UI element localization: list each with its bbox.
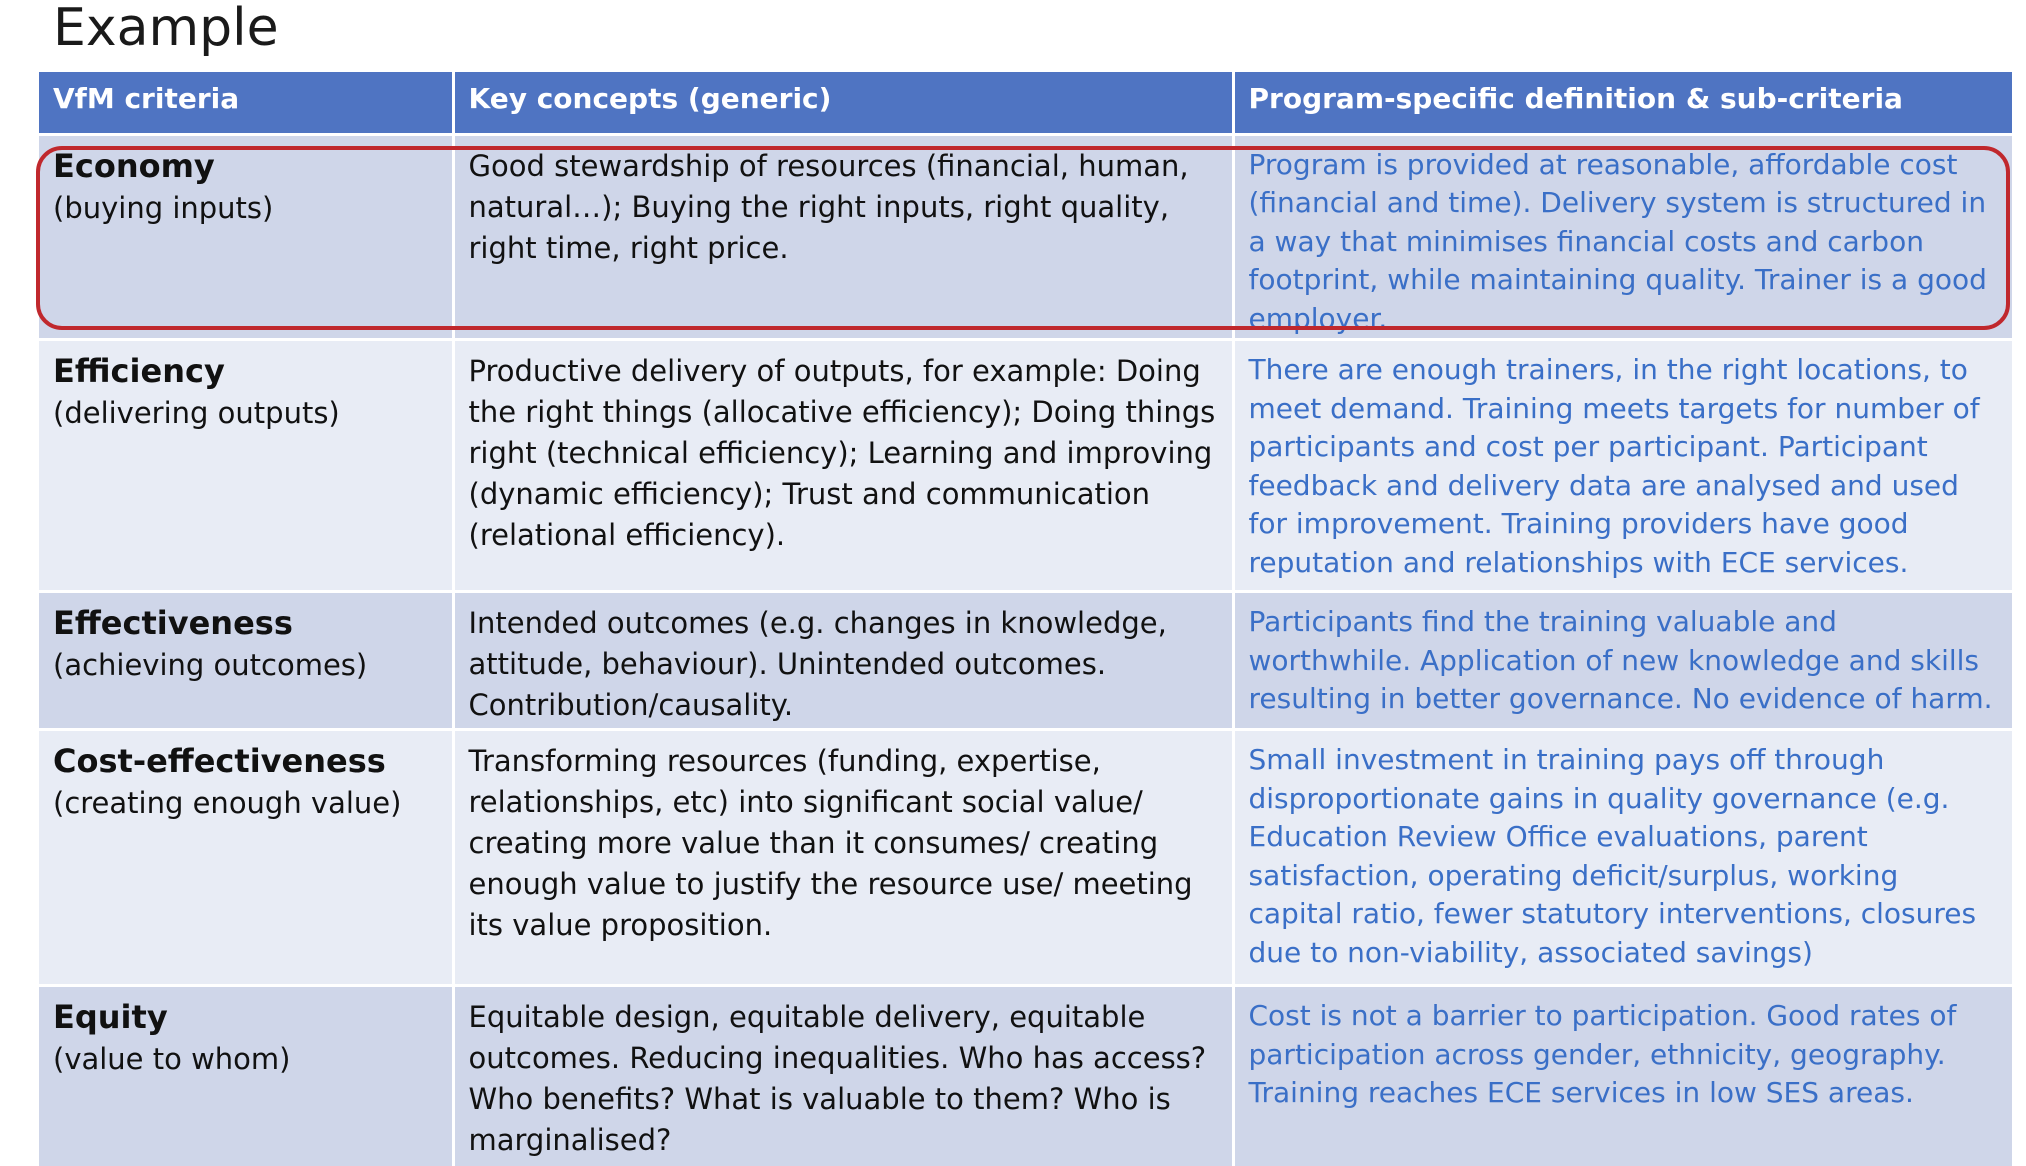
criterion-name: Economy (53, 146, 215, 185)
definition-cell: There are enough trainers, in the right locations, to meet demand. Training meets targets for number of participants and cost per participant. Participant feedback and delivery data are analysed and used for improvement. Training providers have good reputation and relationships with ECE services. (1233, 340, 2012, 592)
table-header-row (39, 72, 2012, 134)
table-row-cost-effectiveness (39, 730, 2012, 986)
vfm-criteria-table (39, 72, 2012, 1166)
criterion-subtitle: (buying inputs) (53, 190, 274, 225)
criterion-subtitle: (creating enough value) (53, 786, 402, 820)
criterion-cell (39, 986, 453, 1166)
header-key-concepts: Key concepts (generic) (453, 72, 1233, 134)
criterion-name: Equity (53, 998, 168, 1036)
key-concepts-cell: Good stewardship of resources (financial, human, natural…); Buying the right inputs, right quality, right time, right price. (453, 134, 1233, 340)
criterion-subtitle: (delivering outputs) (53, 396, 340, 430)
table-row-equity (39, 986, 2012, 1166)
table-row-economy (39, 134, 2012, 340)
definition-cell: Small investment in training pays off through disproportionate gains in quality governance (e.g. Education Review Office evaluations, parent satisfaction, operating deficit/surplus, working capital ratio, fewer statutory interventions, closures due to non-viability, associated savings) (1233, 730, 2012, 986)
table-row-efficiency (39, 340, 2012, 592)
slide-title: Example (53, 0, 279, 58)
criterion-subtitle: (value to whom) (53, 1042, 291, 1076)
header-program-definition: Program-specific definition & sub-criteria (1233, 72, 2012, 134)
criterion-cell (39, 134, 453, 340)
key-concepts-cell: Transforming resources (funding, expertise, relationships, etc) into significant social value/ creating more value than it consumes/ creating enough value to justify the resource use/ meeting its value proposition. (453, 730, 1233, 986)
definition-cell: Cost is not a barrier to participation. Good rates of participation across gender, ethnicity, geography. Training reaches ECE services in low SES areas. (1233, 986, 2012, 1166)
criterion-subtitle: (achieving outcomes) (53, 648, 368, 682)
definition-cell: Program is provided at reasonable, affordable cost (financial and time). Delivery system is structured in a way that minimises financial costs and carbon footprint, while maintaining quality. Trainer is a good employer. (1233, 134, 2012, 340)
header-vfm-criteria: VfM criteria (39, 72, 453, 134)
criterion-cell (39, 730, 453, 986)
criterion-cell (39, 340, 453, 592)
criterion-name: Effectiveness (53, 604, 293, 642)
key-concepts-cell: Productive delivery of outputs, for example: Doing the right things (allocative efficiency); Doing things right (technical efficiency); Learning and improving (dynamic efficiency); Trust and communication (relational efficiency). (453, 340, 1233, 592)
key-concepts-cell: Equitable design, equitable delivery, equitable outcomes. Reducing inequalities. Who has access? Who benefits? What is valuable to them? Who is marginalised? (453, 986, 1233, 1166)
criterion-name: Efficiency (53, 352, 225, 390)
criterion-name: Cost-effectiveness (53, 742, 386, 780)
table-row-effectiveness (39, 592, 2012, 730)
key-concepts-cell: Intended outcomes (e.g. changes in knowledge, attitude, behaviour). Unintended outcomes. Contribution/causality. (453, 592, 1233, 730)
definition-cell: Participants find the training valuable and worthwhile. Application of new knowledge and skills resulting in better governance. No evidence of harm. (1233, 592, 2012, 730)
criterion-cell (39, 592, 453, 730)
